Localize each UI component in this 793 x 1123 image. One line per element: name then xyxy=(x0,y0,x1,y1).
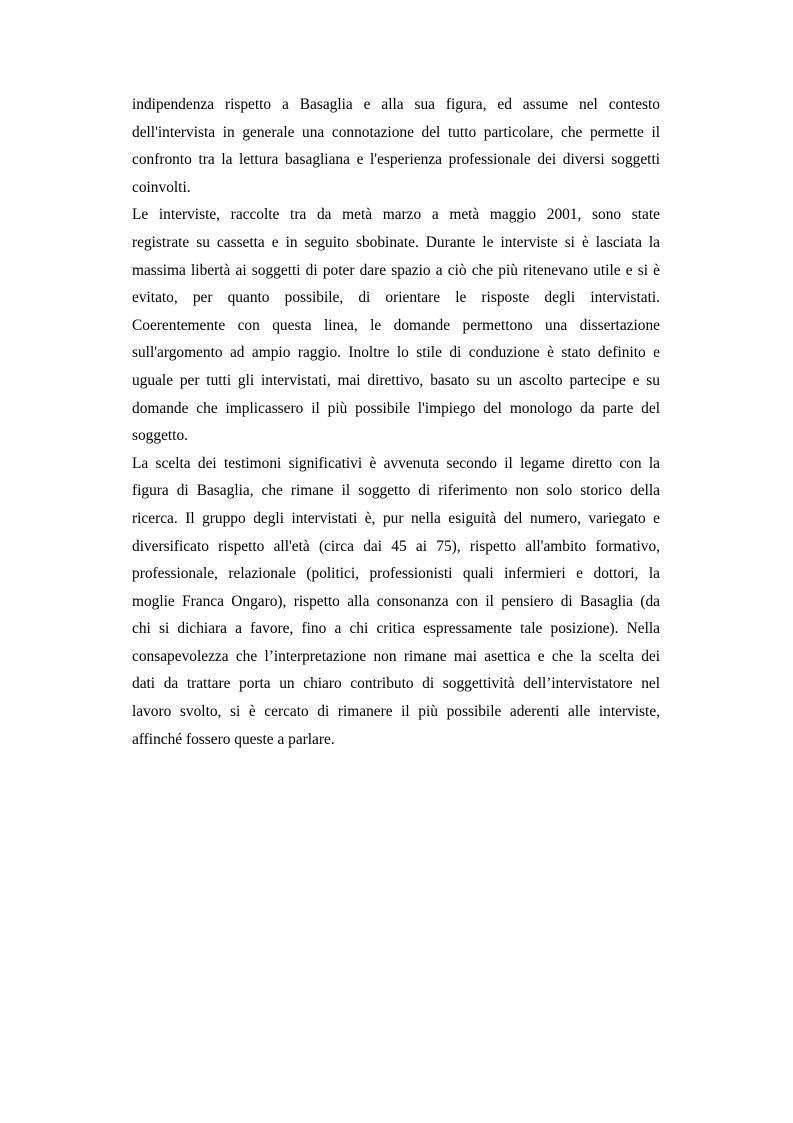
text-line: moglie Franca Ongaro), rispetto alla consonanza con il pensiero di Basaglia (da xyxy=(132,592,660,610)
text-line: registrate su cassetta e in seguito sbobinate. Durante le interviste si è lasciata la xyxy=(132,233,660,251)
text-line: indipendenza rispetto a Basaglia e alla sua figura, ed assume nel contesto xyxy=(132,96,660,113)
text-line: lavoro svolto, si è cercato di rimanere il più possibile aderenti alle interviste, xyxy=(132,703,660,721)
text-line: domande che implicassero il più possibile l'impiego del monologo da parte del xyxy=(132,399,660,417)
text-line: coinvolti. xyxy=(132,178,191,196)
body-text xyxy=(132,91,660,753)
text-line: chi si dichiara a favore, fino a chi critica espressamente tale posizione). Nella xyxy=(132,620,660,638)
text-line: dell'intervista in generale una connotazione del tutto particolare, che permette il xyxy=(132,123,660,141)
text-line: professionale, relazionale (politici, professionisti quali infermieri e dottori, la xyxy=(132,565,660,583)
text-line: La scelta dei testimoni significativi è avvenuta secondo il legame diretto con la xyxy=(132,454,660,472)
paragraph-1 xyxy=(132,91,660,201)
text-line: affinché fossero queste a parlare. xyxy=(132,730,335,748)
text-line: ricerca. Il gruppo degli intervistati è, pur nella esiguità del numero, variegato e xyxy=(132,509,660,527)
text-line: dati da trattare porta un chiaro contributo di soggettività dell’intervistatore nel xyxy=(132,675,660,693)
text-line: sull'argomento ad ampio raggio. Inoltre lo stile di conduzione è stato definito e xyxy=(132,344,660,362)
text-line: massima libertà ai soggetti di poter dare spazio a ciò che più ritenevano utile e si è xyxy=(132,261,660,279)
text-line: Le interviste, raccolte tra da metà marzo a metà maggio 2001, sono state xyxy=(132,206,660,224)
text-line: evitato, per quanto possibile, di orientare le risposte degli intervistati. xyxy=(132,289,660,307)
text-line: Coerentemente con questa linea, le domande permettono una dissertazione xyxy=(132,316,660,334)
paragraph-2 xyxy=(132,201,660,449)
text-line: figura di Basaglia, che rimane il soggetto di riferimento non solo storico della xyxy=(132,482,660,500)
paragraph-3 xyxy=(132,450,660,754)
text-line: diversificato rispetto all'età (circa dai 45 ai 75), rispetto all'ambito formativo, xyxy=(132,537,660,555)
text-line: soggetto. xyxy=(132,427,189,445)
text-line: confronto tra la lettura basagliana e l'esperienza professionale dei diversi soggetti xyxy=(132,151,660,169)
text-line: consapevolezza che l’interpretazione non rimane mai asettica e che la scelta dei xyxy=(132,647,660,665)
text-line: uguale per tutti gli intervistati, mai direttivo, basato su un ascolto partecipe e su xyxy=(132,371,660,389)
